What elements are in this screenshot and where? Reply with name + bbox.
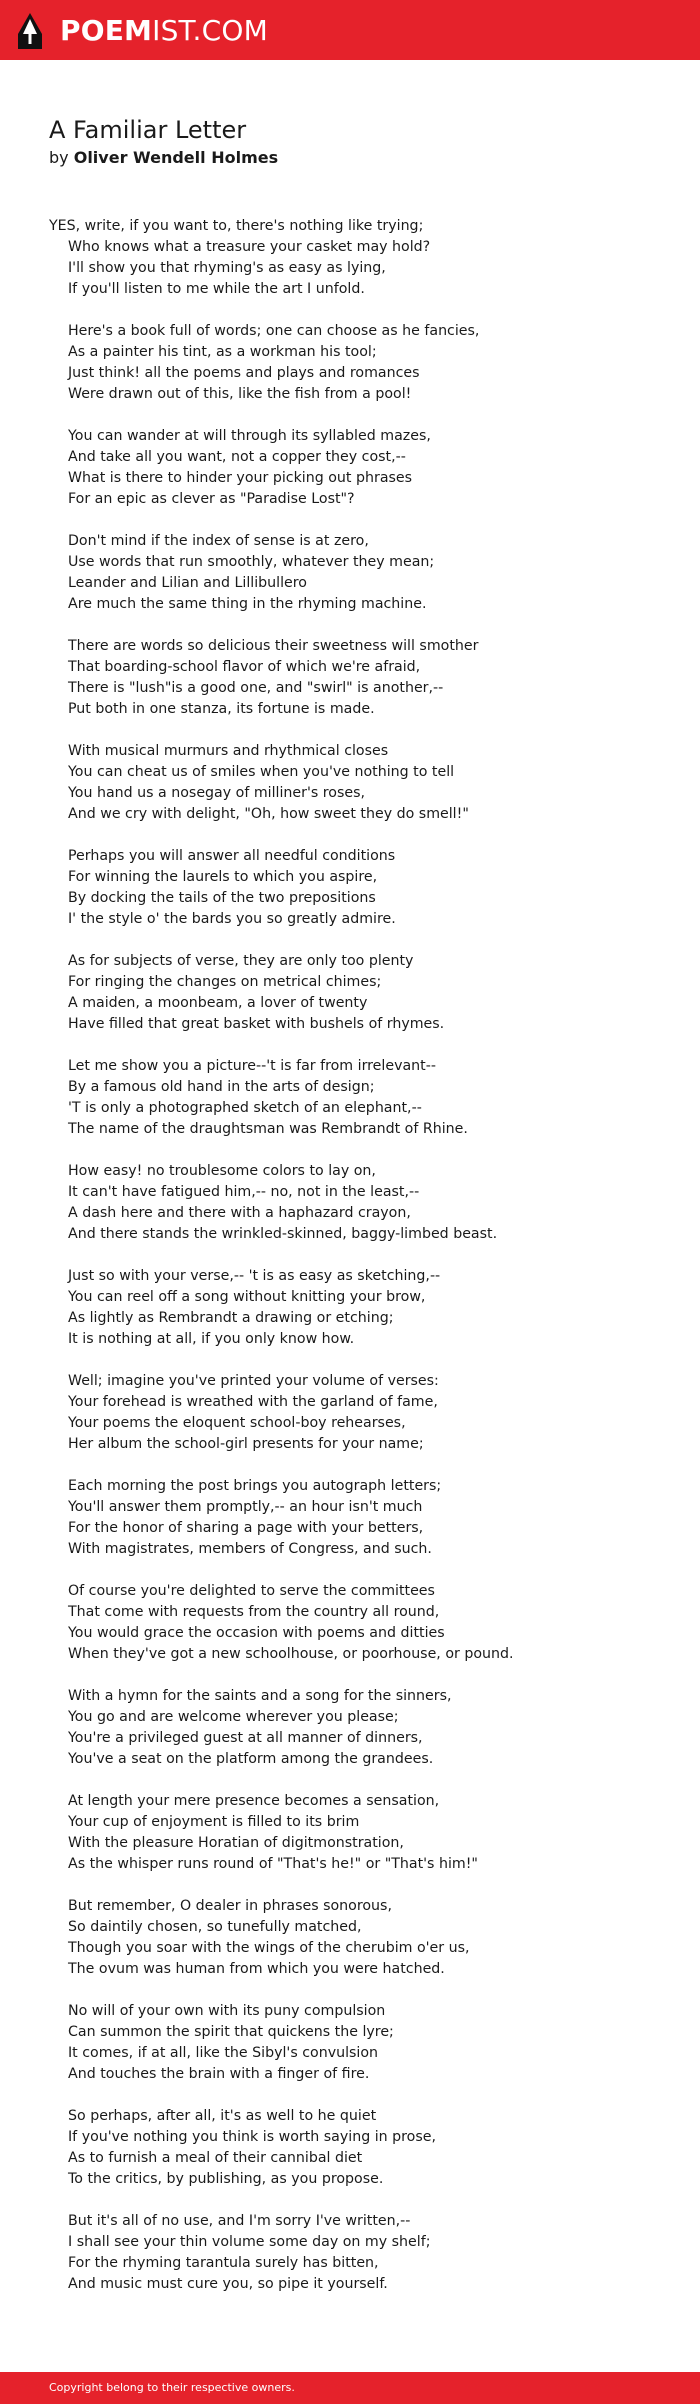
poem-line: For winning the laurels to which you aspire, [68, 869, 378, 885]
copyright-notice: Copyright belong to their respective owners. [49, 2381, 295, 2394]
poem-line: Well; imagine you've printed your volume of verses: [68, 1373, 439, 1389]
poem-line: Put both in one stanza, its fortune is made. [68, 701, 375, 717]
poem-stanza [49, 741, 669, 825]
poem-line: If you've nothing you think is worth saying in prose, [68, 2129, 436, 2145]
poem-body [49, 216, 669, 2316]
poem-line: At length your mere presence becomes a sensation, [68, 1793, 440, 1809]
poem-line: Here's a book full of words; one can choose as he fancies, [68, 323, 480, 339]
poem-stanza [49, 2106, 669, 2190]
poem-line: No will of your own with its puny compulsion [68, 2003, 386, 2019]
poem-line: Don't mind if the index of sense is at zero, [68, 533, 369, 549]
poem-line: With magistrates, members of Congress, and such. [68, 1541, 432, 1557]
poem-line: For an epic as clever as "Paradise Lost"? [68, 491, 355, 507]
poem-line: What is there to hinder your picking out phrases [68, 470, 413, 486]
poem-line: You'll answer them promptly,-- an hour isn't much [68, 1499, 423, 1515]
poem-line: Who knows what a treasure your casket may hold? [68, 239, 431, 255]
poem-line: And touches the brain with a finger of fire. [68, 2066, 370, 2082]
poem-stanza [49, 1476, 669, 1560]
site-footer [0, 2372, 700, 2404]
poem-line: You hand us a nosegay of milliner's roses, [68, 785, 366, 801]
poem-stanza [49, 2001, 669, 2085]
poem-line: Just so with your verse,-- 't is as easy as sketching,-- [68, 1268, 441, 1284]
poem-line: Each morning the post brings you autograph letters; [68, 1478, 442, 1494]
poem-line: You can reel off a song without knitting your brow, [68, 1289, 426, 1305]
poem-line: And there stands the wrinkled-skinned, baggy-limbed beast. [68, 1226, 498, 1242]
poem-stanza [49, 426, 669, 510]
poem-stanza [49, 1056, 669, 1140]
poem-stanza [49, 1896, 669, 1980]
byline [49, 148, 278, 168]
site-header [0, 0, 700, 60]
poem-line: For the rhyming tarantula surely has bitten, [68, 2255, 379, 2271]
poem-line: Are much the same thing in the rhyming machine. [68, 596, 427, 612]
poem-title: A Familiar Letter [49, 116, 247, 144]
poem-line: And music must cure you, so pipe it yourself. [68, 2276, 388, 2292]
site-logo-link[interactable] [16, 12, 268, 50]
logo-text-light: IST.COM [152, 14, 268, 47]
poem-line: Use words that run smoothly, whatever they mean; [68, 554, 435, 570]
poem-line: The name of the draughtsman was Rembrandt of Rhine. [68, 1121, 468, 1137]
poem-stanza [49, 1371, 669, 1455]
site-logo-text [60, 14, 268, 48]
poem-line: As lightly as Rembrandt a drawing or etching; [68, 1310, 394, 1326]
poem-line: Just think! all the poems and plays and romances [68, 365, 420, 381]
poem-line: You've a seat on the platform among the grandees. [68, 1751, 434, 1767]
poem-line: And we cry with delight, "Oh, how sweet they do smell!" [68, 806, 469, 822]
poem-line: That boarding-school flavor of which we're afraid, [68, 659, 421, 675]
poem-stanza [49, 1791, 669, 1875]
poem-line: Of course you're delighted to serve the committees [68, 1583, 435, 1599]
poem-line: Were drawn out of this, like the fish from a pool! [68, 386, 412, 402]
poem-line: For the honor of sharing a page with your betters, [68, 1520, 424, 1536]
poem-line: Her album the school-girl presents for your name; [68, 1436, 424, 1452]
poem-line: 'T is only a photographed sketch of an elephant,-- [68, 1100, 422, 1116]
poem-line: As the whisper runs round of "That's he!" or "That's him!" [68, 1856, 478, 1872]
poem-line: So perhaps, after all, it's as well to he quiet [68, 2108, 377, 2124]
poem-stanza [49, 1161, 669, 1245]
poem-line: Let me show you a picture--'t is far from irrelevant-- [68, 1058, 436, 1074]
poem-stanza [49, 846, 669, 930]
poem-stanza [49, 1581, 669, 1665]
poem-line: I' the style o' the bards you so greatly admire. [68, 911, 396, 927]
poem-line: You would grace the occasion with poems and ditties [68, 1625, 445, 1641]
poem-line: For ringing the changes on metrical chimes; [68, 974, 382, 990]
poem-stanza [49, 321, 669, 405]
poem-line: As to furnish a meal of their cannibal diet [68, 2150, 363, 2166]
poem-line: It comes, if at all, like the Sibyl's convulsion [68, 2045, 379, 2061]
poem-line: There are words so delicious their sweetness will smother [68, 638, 479, 654]
logo-text-bold: POEM [60, 14, 153, 47]
poem-line: Perhaps you will answer all needful conditions [68, 848, 396, 864]
by-label: by [49, 148, 69, 167]
poem-line: I shall see your thin volume some day on my shelf; [68, 2234, 431, 2250]
poem-line: When they've got a new schoolhouse, or poorhouse, or pound. [68, 1646, 514, 1662]
poem-line: But remember, O dealer in phrases sonorous, [68, 1898, 392, 1914]
poem-line: But it's all of no use, and I'm sorry I've written,-- [68, 2213, 411, 2229]
poem-line: So daintily chosen, so tunefully matched, [68, 1919, 362, 1935]
poem-line: Your forehead is wreathed with the garland of fame, [68, 1394, 438, 1410]
poem-line: If you'll listen to me while the art I unfold. [68, 281, 365, 297]
poem-line: With a hymn for the saints and a song for the sinners, [68, 1688, 452, 1704]
poem-line: There is "lush"is a good one, and "swirl" is another,-- [68, 680, 444, 696]
poem-line: Can summon the spirit that quickens the lyre; [68, 2024, 394, 2040]
poem-line: Though you soar with the wings of the cherubim o'er us, [68, 1940, 470, 1956]
poem-stanza [49, 531, 669, 615]
poem-line: Your cup of enjoyment is filled to its brim [68, 1814, 360, 1830]
poem-line: Leander and Lilian and Lillibullero [68, 575, 307, 591]
poem-line: I'll show you that rhyming's as easy as lying, [68, 260, 386, 276]
poem-line: As for subjects of verse, they are only too plenty [68, 953, 414, 969]
poem-stanza [49, 1266, 669, 1350]
poem-line: The ovum was human from which you were hatched. [68, 1961, 445, 1977]
poem-line: It is nothing at all, if you only know how. [68, 1331, 355, 1347]
poem-author: Oliver Wendell Holmes [73, 148, 279, 167]
poem-line: That come with requests from the country all round, [68, 1604, 440, 1620]
poem-stanza [49, 636, 669, 720]
poem-stanza [49, 216, 669, 300]
poem-line: With musical murmurs and rhythmical closes [68, 743, 389, 759]
poem-stanza [49, 2211, 669, 2295]
poem-line: YES, write, if you want to, there's nothing like trying; [49, 218, 424, 234]
poem-line: To the critics, by publishing, as you propose. [68, 2171, 384, 2187]
poem-line: You can wander at will through its syllabled mazes, [68, 428, 431, 444]
poem-line: With the pleasure Horatian of digitmonstration, [68, 1835, 404, 1851]
poem-stanza [49, 1686, 669, 1770]
poem-line: As a painter his tint, as a workman his tool; [68, 344, 377, 360]
poem-line: You go and are welcome wherever you please; [68, 1709, 399, 1725]
poem-line: How easy! no troublesome colors to lay on, [68, 1163, 376, 1179]
poem-line: You're a privileged guest at all manner of dinners, [68, 1730, 423, 1746]
pen-nib-icon [16, 12, 44, 50]
poem-line: It can't have fatigued him,-- no, not in the least,-- [68, 1184, 420, 1200]
poem-line: Have filled that great basket with bushels of rhymes. [68, 1016, 445, 1032]
poem-line: And take all you want, not a copper they cost,-- [68, 449, 406, 465]
poem-line: Your poems the eloquent school-boy rehearses, [68, 1415, 406, 1431]
poem-line: A maiden, a moonbeam, a lover of twenty [68, 995, 368, 1011]
poem-line: By a famous old hand in the arts of design; [68, 1079, 375, 1095]
poem-line: You can cheat us of smiles when you've nothing to tell [68, 764, 455, 780]
poem-line: A dash here and there with a haphazard crayon, [68, 1205, 411, 1221]
poem-stanza [49, 951, 669, 1035]
poem-line: By docking the tails of the two prepositions [68, 890, 376, 906]
